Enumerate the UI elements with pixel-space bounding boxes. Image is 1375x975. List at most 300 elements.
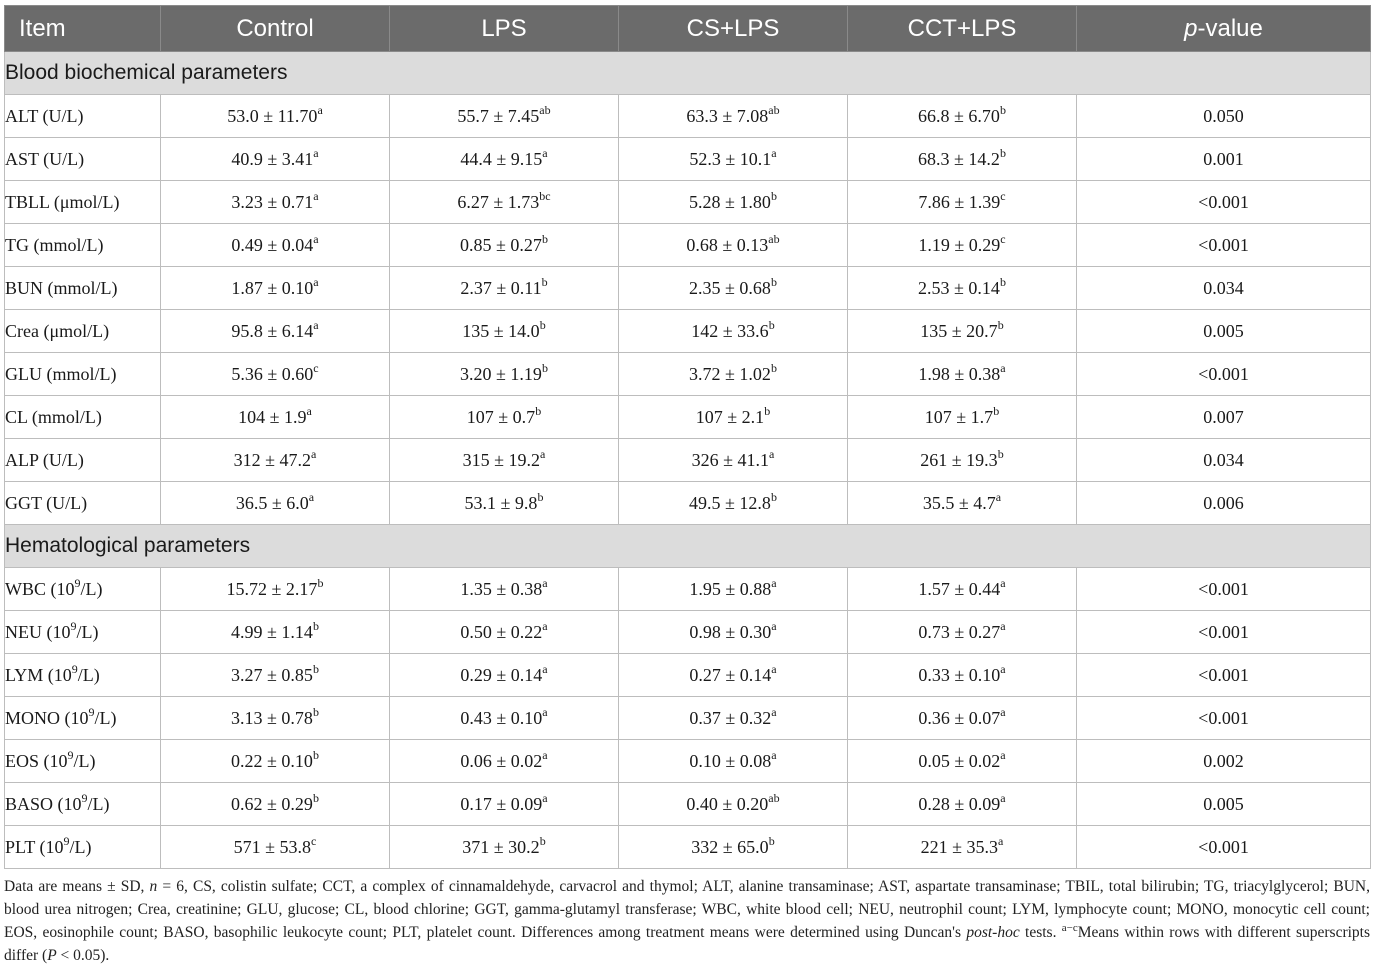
- table-row: [5, 396, 1371, 439]
- significance-letter: a: [542, 747, 548, 762]
- item-name: GGT (U/L): [5, 492, 88, 513]
- item-unit-tail: /L): [69, 836, 92, 857]
- mean-sd-value: 53.0 ± 11.70: [227, 105, 318, 126]
- mean-sd-value: 0.27 ± 0.14: [689, 664, 772, 685]
- item-exponent: 9: [63, 833, 70, 848]
- value-cell: [161, 611, 390, 654]
- significance-letter: b: [999, 145, 1006, 160]
- value-cell: [161, 181, 390, 224]
- section-title: Blood biochemical parameters: [5, 52, 1371, 95]
- significance-letter: c: [1000, 231, 1006, 246]
- footnote-p: P: [47, 947, 57, 964]
- header-row: [5, 6, 1371, 52]
- significance-letter: a: [1000, 575, 1006, 590]
- significance-letter: b: [993, 403, 1000, 418]
- table-body: [5, 52, 1371, 869]
- mean-sd-value: 1.87 ± 0.10: [231, 277, 314, 298]
- mean-sd-value: 107 ± 0.7: [466, 406, 536, 427]
- value-cell: [390, 138, 619, 181]
- significance-letter: b: [312, 618, 319, 633]
- significance-letter: a: [542, 145, 548, 160]
- significance-letter: a: [1000, 747, 1006, 762]
- p-value-cell: <0.001: [1077, 611, 1371, 654]
- significance-letter: a: [311, 446, 317, 461]
- mean-sd-value: 3.23 ± 0.71: [231, 191, 314, 212]
- item-name: Crea (μmol/L): [5, 320, 110, 341]
- item-name: PLT (10: [5, 836, 64, 857]
- value-cell: [848, 568, 1077, 611]
- significance-letter: ab: [768, 790, 780, 805]
- value-cell: [619, 310, 848, 353]
- value-cell: [619, 267, 848, 310]
- significance-letter: a: [540, 446, 546, 461]
- significance-letter: a: [542, 790, 548, 805]
- mean-sd-value: 1.95 ± 0.88: [689, 578, 772, 599]
- item-exponent: 9: [67, 747, 74, 762]
- mean-sd-value: 261 ± 19.3: [920, 449, 998, 470]
- row-item-label: [5, 783, 161, 826]
- row-item-label: [5, 611, 161, 654]
- value-cell: [619, 353, 848, 396]
- row-item-label: [5, 181, 161, 224]
- significance-letter: b: [768, 317, 775, 332]
- mean-sd-value: 0.50 ± 0.22: [460, 621, 543, 642]
- table-row: [5, 224, 1371, 267]
- item-name: BUN (mmol/L): [5, 277, 118, 298]
- significance-letter: a: [1000, 790, 1006, 805]
- row-item-label: [5, 697, 161, 740]
- item-exponent: 9: [88, 704, 95, 719]
- value-cell: [390, 181, 619, 224]
- row-item-label: [5, 568, 161, 611]
- footnote-text: Means within rows with different superscripts differ (: [4, 924, 1371, 964]
- row-item-label: [5, 138, 161, 181]
- p-value-cell: 0.006: [1077, 482, 1371, 525]
- mean-sd-value: 6.27 ± 1.73: [457, 191, 540, 212]
- value-cell: [161, 697, 390, 740]
- item-name: ALP (U/L): [5, 449, 84, 470]
- item-exponent: 9: [71, 661, 78, 676]
- value-cell: [619, 439, 848, 482]
- table-row: [5, 826, 1371, 869]
- item-unit-tail: /L): [87, 793, 110, 814]
- mean-sd-value: 3.20 ± 1.19: [460, 363, 542, 384]
- p-value-cell: 0.002: [1077, 740, 1371, 783]
- mean-sd-value: 2.35 ± 0.68: [689, 277, 771, 298]
- value-cell: [619, 740, 848, 783]
- table-footnote: [4, 875, 1370, 967]
- significance-letter: b: [997, 446, 1004, 461]
- value-cell: [390, 396, 619, 439]
- significance-letter: a: [771, 618, 777, 633]
- footnote-text: Data are means ± SD,: [4, 878, 150, 895]
- significance-letter: b: [539, 833, 546, 848]
- row-item-label: [5, 353, 161, 396]
- value-cell: [848, 310, 1077, 353]
- mean-sd-value: 0.36 ± 0.07: [918, 707, 1001, 728]
- mean-sd-value: 0.49 ± 0.04: [231, 234, 314, 255]
- mean-sd-value: 44.4 ± 9.15: [460, 148, 543, 169]
- mean-sd-value: 107 ± 2.1: [695, 406, 765, 427]
- header-lps: LPS: [390, 6, 619, 52]
- mean-sd-value: 221 ± 35.3: [920, 836, 999, 857]
- mean-sd-value: 0.37 ± 0.32: [689, 707, 772, 728]
- significance-letter: a: [771, 145, 777, 160]
- results-table: [4, 5, 1371, 869]
- significance-letter: b: [541, 274, 548, 289]
- mean-sd-value: 3.72 ± 1.02: [689, 363, 771, 384]
- significance-letter: c: [311, 833, 317, 848]
- value-cell: [619, 783, 848, 826]
- item-name: MONO (10: [5, 707, 89, 728]
- value-cell: [619, 396, 848, 439]
- value-cell: [619, 826, 848, 869]
- p-value-cell: 0.001: [1077, 138, 1371, 181]
- table-row: [5, 568, 1371, 611]
- value-cell: [848, 697, 1077, 740]
- table-row: [5, 783, 1371, 826]
- mean-sd-value: 2.37 ± 0.11: [460, 277, 542, 298]
- significance-letter: a: [1000, 360, 1006, 375]
- significance-letter: bc: [539, 188, 551, 203]
- significance-letter: a: [313, 145, 319, 160]
- footnote-text: = 6, CS, colistin sulfate; CCT, a complex of cinnamaldehyde, carvacrol and thymol; ALT, alanine transaminase; AST, aspartate transaminase; TBIL, total bilirubin; TG, triacylglycerol; BUN, blood urea nitrogen; Crea, creatinine; GLU, glucose; CL, blood chlorine; GGT, gamma-glutamyl transferase; WBC, white blood cell; NEU, neutrophil count; LYM, lymphocyte count; MONO, monocytic cell count; EOS, eosinophile count; BASO, basophilic leukocyte count; PLT, platelet count. Differences among treatment means were determined using Duncan's: [4, 878, 1370, 941]
- table-row: [5, 740, 1371, 783]
- row-item-label: [5, 654, 161, 697]
- value-cell: [848, 439, 1077, 482]
- mean-sd-value: 52.3 ± 10.1: [689, 148, 772, 169]
- value-cell: [390, 740, 619, 783]
- mean-sd-value: 371 ± 30.2: [462, 836, 540, 857]
- table-row: [5, 95, 1371, 138]
- mean-sd-value: 3.27 ± 0.85: [231, 664, 313, 685]
- mean-sd-value: 0.33 ± 0.10: [918, 664, 1001, 685]
- significance-letter: b: [312, 790, 319, 805]
- item-name: TBLL (μmol/L): [5, 191, 120, 212]
- value-cell: [161, 95, 390, 138]
- item-unit-tail: /L): [73, 750, 96, 771]
- item-name: ALT (U/L): [5, 105, 84, 126]
- significance-letter: a: [995, 489, 1002, 504]
- value-cell: [161, 138, 390, 181]
- significance-letter: c: [1000, 188, 1006, 203]
- value-cell: [161, 353, 390, 396]
- significance-letter: b: [537, 489, 544, 504]
- value-cell: [390, 826, 619, 869]
- value-cell: [848, 740, 1077, 783]
- item-name: BASO (10: [5, 793, 82, 814]
- row-item-label: [5, 482, 161, 525]
- mean-sd-value: 1.19 ± 0.29: [918, 234, 1001, 255]
- section-row: [5, 52, 1371, 95]
- mean-sd-value: 326 ± 41.1: [691, 449, 770, 470]
- row-item-label: [5, 224, 161, 267]
- p-value-cell: 0.034: [1077, 267, 1371, 310]
- significance-letter: ab: [768, 231, 780, 246]
- significance-letter: a: [313, 317, 319, 332]
- mean-sd-value: 4.99 ± 1.14: [231, 621, 313, 642]
- mean-sd-value: 0.10 ± 0.08: [689, 750, 772, 771]
- item-exponent: 9: [74, 575, 81, 590]
- section-title: Hematological parameters: [5, 525, 1371, 568]
- row-item-label: [5, 267, 161, 310]
- item-name: EOS (10: [5, 750, 68, 771]
- significance-letter: b: [541, 231, 548, 246]
- footnote-text: < 0.05).: [56, 947, 110, 964]
- significance-letter: b: [312, 747, 319, 762]
- p-value-cell: <0.001: [1077, 654, 1371, 697]
- value-cell: [848, 611, 1077, 654]
- value-cell: [619, 224, 848, 267]
- item-name: CL (mmol/L): [5, 406, 102, 427]
- mean-sd-value: 1.57 ± 0.44: [918, 578, 1001, 599]
- table-row: [5, 439, 1371, 482]
- mean-sd-value: 332 ± 65.0: [691, 836, 769, 857]
- value-cell: [390, 697, 619, 740]
- value-cell: [390, 482, 619, 525]
- significance-letter: b: [770, 489, 777, 504]
- value-cell: [161, 740, 390, 783]
- p-value-cell: 0.005: [1077, 310, 1371, 353]
- value-cell: [848, 482, 1077, 525]
- value-cell: [390, 611, 619, 654]
- item-name: AST (U/L): [5, 148, 85, 169]
- significance-letter: a: [542, 661, 548, 676]
- row-item-label: [5, 310, 161, 353]
- header-cct-lps: CCT+LPS: [848, 6, 1077, 52]
- mean-sd-value: 135 ± 14.0: [462, 320, 540, 341]
- table-row: [5, 138, 1371, 181]
- value-cell: [390, 310, 619, 353]
- header-cs-lps: CS+LPS: [619, 6, 848, 52]
- item-unit-tail: /L): [80, 578, 103, 599]
- value-cell: [848, 181, 1077, 224]
- mean-sd-value: 63.3 ± 7.08: [686, 105, 769, 126]
- significance-letter: b: [539, 317, 546, 332]
- mean-sd-value: 49.5 ± 12.8: [689, 492, 771, 513]
- value-cell: [619, 482, 848, 525]
- mean-sd-value: 40.9 ± 3.41: [231, 148, 314, 169]
- value-cell: [619, 138, 848, 181]
- significance-letter: c: [313, 360, 319, 375]
- table-row: [5, 181, 1371, 224]
- value-cell: [390, 439, 619, 482]
- value-cell: [161, 826, 390, 869]
- p-value-cell: <0.001: [1077, 224, 1371, 267]
- mean-sd-value: 0.40 ± 0.20: [686, 793, 769, 814]
- item-exponent: 9: [81, 790, 88, 805]
- p-value-cell: <0.001: [1077, 353, 1371, 396]
- significance-letter: a: [771, 661, 777, 676]
- significance-letter: a: [542, 704, 548, 719]
- mean-sd-value: 571 ± 53.8: [233, 836, 312, 857]
- significance-letter: a: [998, 833, 1004, 848]
- value-cell: [619, 568, 848, 611]
- significance-letter: b: [999, 102, 1006, 117]
- table-row: [5, 654, 1371, 697]
- p-value-cell: <0.001: [1077, 568, 1371, 611]
- mean-sd-value: 55.7 ± 7.45: [457, 105, 540, 126]
- value-cell: [390, 353, 619, 396]
- significance-letter: b: [541, 360, 548, 375]
- mean-sd-value: 135 ± 20.7: [920, 320, 998, 341]
- value-cell: [848, 783, 1077, 826]
- section-row: [5, 525, 1371, 568]
- mean-sd-value: 5.28 ± 1.80: [689, 191, 771, 212]
- header-p-rest: -value: [1197, 14, 1263, 42]
- mean-sd-value: 35.5 ± 4.7: [922, 492, 996, 513]
- header-p-value: [1077, 6, 1371, 52]
- mean-sd-value: 15.72 ± 2.17: [226, 578, 318, 599]
- significance-letter: a: [313, 274, 319, 289]
- mean-sd-value: 312 ± 47.2: [233, 449, 312, 470]
- significance-letter: a: [769, 446, 775, 461]
- mean-sd-value: 107 ± 1.7: [924, 406, 994, 427]
- p-value-cell: 0.007: [1077, 396, 1371, 439]
- significance-letter: a: [771, 575, 777, 590]
- mean-sd-value: 0.05 ± 0.02: [918, 750, 1001, 771]
- significance-letter: b: [317, 575, 324, 590]
- table-row: [5, 611, 1371, 654]
- mean-sd-value: 36.5 ± 6.0: [235, 492, 309, 513]
- value-cell: [848, 826, 1077, 869]
- significance-letter: a: [308, 489, 315, 504]
- mean-sd-value: 0.43 ± 0.10: [460, 707, 543, 728]
- footnote-posthoc: post-hoc: [966, 924, 1020, 941]
- value-cell: [848, 396, 1077, 439]
- value-cell: [390, 95, 619, 138]
- table-row: [5, 267, 1371, 310]
- header-control: Control: [161, 6, 390, 52]
- mean-sd-value: 1.35 ± 0.38: [460, 578, 543, 599]
- header-item: Item: [5, 6, 161, 52]
- value-cell: [390, 783, 619, 826]
- footnote-n: n: [149, 878, 158, 895]
- value-cell: [161, 654, 390, 697]
- value-cell: [619, 181, 848, 224]
- mean-sd-value: 0.68 ± 0.13: [686, 234, 769, 255]
- mean-sd-value: 0.98 ± 0.30: [689, 621, 772, 642]
- mean-sd-value: 66.8 ± 6.70: [918, 105, 1000, 126]
- p-value-cell: <0.001: [1077, 826, 1371, 869]
- footnote-superscript: a−c: [1061, 921, 1078, 934]
- mean-sd-value: 0.85 ± 0.27: [460, 234, 542, 255]
- significance-letter: ab: [539, 102, 551, 117]
- significance-letter: a: [771, 747, 777, 762]
- item-name: TG (mmol/L): [5, 234, 104, 255]
- value-cell: [161, 267, 390, 310]
- significance-letter: a: [542, 575, 548, 590]
- p-value-cell: <0.001: [1077, 181, 1371, 224]
- significance-letter: a: [1000, 618, 1006, 633]
- significance-letter: b: [999, 274, 1006, 289]
- significance-letter: b: [312, 704, 319, 719]
- value-cell: [161, 439, 390, 482]
- value-cell: [161, 396, 390, 439]
- footnote-text: tests.: [1019, 924, 1062, 941]
- value-cell: [390, 224, 619, 267]
- table-row: [5, 697, 1371, 740]
- significance-letter: b: [770, 274, 777, 289]
- row-item-label: [5, 95, 161, 138]
- value-cell: [619, 654, 848, 697]
- mean-sd-value: 1.98 ± 0.38: [918, 363, 1001, 384]
- mean-sd-value: 95.8 ± 6.14: [231, 320, 314, 341]
- mean-sd-value: 0.17 ± 0.09: [460, 793, 543, 814]
- mean-sd-value: 53.1 ± 9.8: [464, 492, 538, 513]
- item-exponent: 9: [70, 618, 77, 633]
- value-cell: [619, 611, 848, 654]
- item-unit-tail: /L): [77, 664, 100, 685]
- value-cell: [848, 224, 1077, 267]
- row-item-label: [5, 396, 161, 439]
- significance-letter: b: [764, 403, 771, 418]
- item-name: LYM (10: [5, 664, 72, 685]
- mean-sd-value: 0.28 ± 0.09: [918, 793, 1001, 814]
- mean-sd-value: 104 ± 1.9: [238, 406, 307, 427]
- p-value-cell: 0.005: [1077, 783, 1371, 826]
- value-cell: [848, 95, 1077, 138]
- mean-sd-value: 3.13 ± 0.78: [231, 707, 313, 728]
- value-cell: [390, 654, 619, 697]
- mean-sd-value: 68.3 ± 14.2: [918, 148, 1000, 169]
- item-unit-tail: /L): [76, 621, 99, 642]
- mean-sd-value: 315 ± 19.2: [462, 449, 541, 470]
- table-row: [5, 482, 1371, 525]
- p-value-cell: 0.034: [1077, 439, 1371, 482]
- row-item-label: [5, 740, 161, 783]
- value-cell: [848, 267, 1077, 310]
- significance-letter: b: [535, 403, 542, 418]
- mean-sd-value: 142 ± 33.6: [691, 320, 769, 341]
- significance-letter: a: [306, 403, 312, 418]
- value-cell: [161, 783, 390, 826]
- significance-letter: b: [770, 188, 777, 203]
- significance-letter: b: [770, 360, 777, 375]
- significance-letter: a: [771, 704, 777, 719]
- p-value-cell: 0.050: [1077, 95, 1371, 138]
- mean-sd-value: 0.06 ± 0.02: [460, 750, 543, 771]
- table-row: [5, 310, 1371, 353]
- significance-letter: a: [1000, 661, 1006, 676]
- value-cell: [390, 568, 619, 611]
- value-cell: [161, 310, 390, 353]
- significance-letter: a: [542, 618, 548, 633]
- value-cell: [848, 353, 1077, 396]
- mean-sd-value: 0.22 ± 0.10: [231, 750, 313, 771]
- significance-letter: b: [997, 317, 1004, 332]
- mean-sd-value: 0.29 ± 0.14: [460, 664, 543, 685]
- item-unit-tail: /L): [94, 707, 117, 728]
- table-row: [5, 353, 1371, 396]
- significance-letter: b: [312, 661, 319, 676]
- value-cell: [619, 697, 848, 740]
- significance-letter: ab: [768, 102, 780, 117]
- value-cell: [619, 95, 848, 138]
- row-item-label: [5, 439, 161, 482]
- p-value-cell: <0.001: [1077, 697, 1371, 740]
- mean-sd-value: 7.86 ± 1.39: [918, 191, 1001, 212]
- value-cell: [848, 138, 1077, 181]
- mean-sd-value: 5.36 ± 0.60: [231, 363, 314, 384]
- header-p-italic: p: [1184, 14, 1198, 42]
- item-name: WBC (10: [5, 578, 75, 599]
- row-item-label: [5, 826, 161, 869]
- value-cell: [161, 224, 390, 267]
- value-cell: [848, 654, 1077, 697]
- value-cell: [161, 482, 390, 525]
- significance-letter: a: [313, 188, 319, 203]
